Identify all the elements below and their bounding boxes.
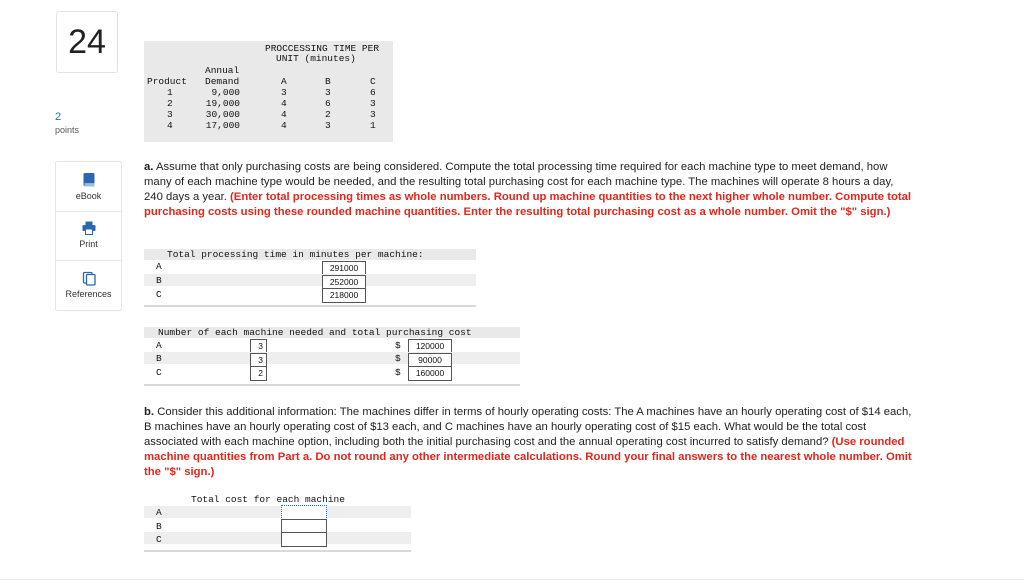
panel-divider: [144, 305, 476, 307]
table-header-demand: Demand: [205, 76, 240, 87]
machine-label-b: B: [156, 521, 162, 532]
table-header-line1: PROCCESSING TIME PER: [265, 43, 380, 54]
table-body: [144, 87, 393, 131]
machine-label-b: B: [156, 275, 162, 286]
points-label: points: [55, 125, 80, 135]
points-value: 2: [55, 111, 62, 123]
sidebar-divider: [56, 260, 121, 261]
part-a-label: a.: [144, 161, 154, 173]
part-a-text: Assume that only purchasing costs are being considered. Compute the total processing time required for each machine type to meet demand, how many of each machine type would be needed, and the resulting total purchasing cost for each machine type. The machines will operate 8 hours a day, 240 days a year.: [144, 161, 894, 203]
part-b-label: b.: [144, 406, 155, 418]
processing-time-table: [144, 41, 393, 142]
page-bottom-border: [0, 579, 1024, 580]
table-header-product: Product: [147, 76, 187, 87]
table-row: [144, 98, 393, 109]
machine-label-a: A: [156, 507, 162, 518]
sidebar-item-references[interactable]: [56, 270, 121, 299]
table-header-c: C: [370, 76, 376, 87]
cell-demand: 30,000: [205, 109, 240, 120]
question-number: 24: [68, 22, 106, 61]
row-shade: [144, 506, 411, 518]
currency-symbol: $: [395, 353, 401, 364]
sidebar-item-ebook[interactable]: [56, 172, 121, 201]
cell-product: 2: [167, 98, 173, 109]
question-number-box: [56, 11, 118, 73]
machine-qty-input-c[interactable]: [250, 366, 267, 381]
cell-demand: 17,000: [205, 120, 240, 131]
ebook-icon: [81, 172, 97, 188]
panel-divider: [144, 550, 411, 552]
cell-b: 3: [325, 87, 331, 98]
table-row: [144, 87, 393, 98]
cell-c: 3: [370, 98, 376, 109]
purchasing-cost-input-c[interactable]: [408, 366, 452, 381]
panel-divider: [144, 384, 520, 386]
cell-a: 3: [281, 87, 287, 98]
sidebar-item-label: References: [65, 289, 112, 299]
cell-a: 4: [281, 98, 287, 109]
machine-label-c: C: [156, 534, 162, 545]
total-cost-input-c[interactable]: [281, 532, 327, 547]
total-cost-title: Total cost for each machine: [191, 494, 345, 505]
cell-c: 3: [370, 109, 376, 120]
sidebar-item-label: eBook: [75, 191, 102, 201]
resource-sidebar: [55, 161, 122, 311]
table-header-a: A: [281, 76, 287, 87]
machine-label-b: B: [156, 353, 162, 364]
cell-c: 1: [370, 120, 376, 131]
cell-demand: 19,000: [205, 98, 240, 109]
cell-c: 6: [370, 87, 376, 98]
machines-needed-title: Number of each machine needed and total purchasing cost: [158, 327, 472, 338]
machine-label-c: C: [156, 367, 162, 378]
cell-b: 6: [325, 98, 331, 109]
cell-a: 4: [281, 120, 287, 131]
processing-time-title: Total processing time in minutes per machine:: [167, 249, 424, 260]
table-header-annual: Annual: [205, 65, 240, 76]
machines-needed-panel: [144, 326, 520, 388]
machine-label-a: A: [156, 340, 162, 351]
table-header-b: B: [325, 76, 331, 87]
machine-label-c: C: [156, 289, 162, 300]
cell-product: 4: [167, 120, 173, 131]
sidebar-item-label: Print: [79, 239, 98, 249]
row-shade: [144, 352, 520, 364]
references-icon: [81, 270, 97, 286]
table-row: [144, 120, 393, 131]
part-a-instruction: (Enter total processing times as whole numbers. Round up machine quantities to the next higher whole number. Compute total purchasing costs using these rounded machine quantities. Enter the resulting total purchasing cost as a whole number. Omit the "$" sign.): [144, 191, 912, 218]
total-cost-input-a[interactable]: [281, 505, 327, 520]
row-shade: [144, 274, 476, 286]
row-shade: [144, 532, 411, 544]
currency-symbol: $: [395, 340, 401, 351]
part-b-question: [144, 405, 914, 480]
table-header-line2: UNIT (minutes): [276, 53, 356, 64]
cell-product: 3: [167, 109, 173, 120]
cell-b: 3: [325, 120, 331, 131]
table-row: [144, 109, 393, 120]
sidebar-item-print[interactable]: [56, 220, 121, 249]
cell-demand: 9,000: [211, 87, 240, 98]
total-cost-panel: [144, 494, 411, 554]
machine-label-a: A: [156, 261, 162, 272]
sidebar-divider: [56, 211, 121, 212]
processing-time-input-c[interactable]: [322, 288, 366, 303]
cell-product: 1: [167, 87, 173, 98]
currency-symbol: $: [395, 367, 401, 378]
printer-icon: [81, 220, 97, 236]
processing-time-panel: [144, 248, 476, 308]
cell-a: 4: [281, 109, 287, 120]
cell-b: 2: [325, 109, 331, 120]
part-b-text: Consider this additional information: The machines differ in terms of hourly operating costs: The A machines have an hourly operating cost of $14 each, B machines have an hourly operating cost of $13 each, and C machines have an hourly operating cost of $15 each. What would be the total cost associated with each machine option, including both the initial purchasing cost and the annual operating cost incurred to satisfy demand?: [144, 406, 912, 448]
part-a-question: [144, 160, 914, 220]
part-b-instruction: (Use rounded machine quantities from Part a. Do not round any other intermediate calculations. Round your final answers to the nearest whole number. Omit the "$" sign.): [144, 436, 912, 478]
